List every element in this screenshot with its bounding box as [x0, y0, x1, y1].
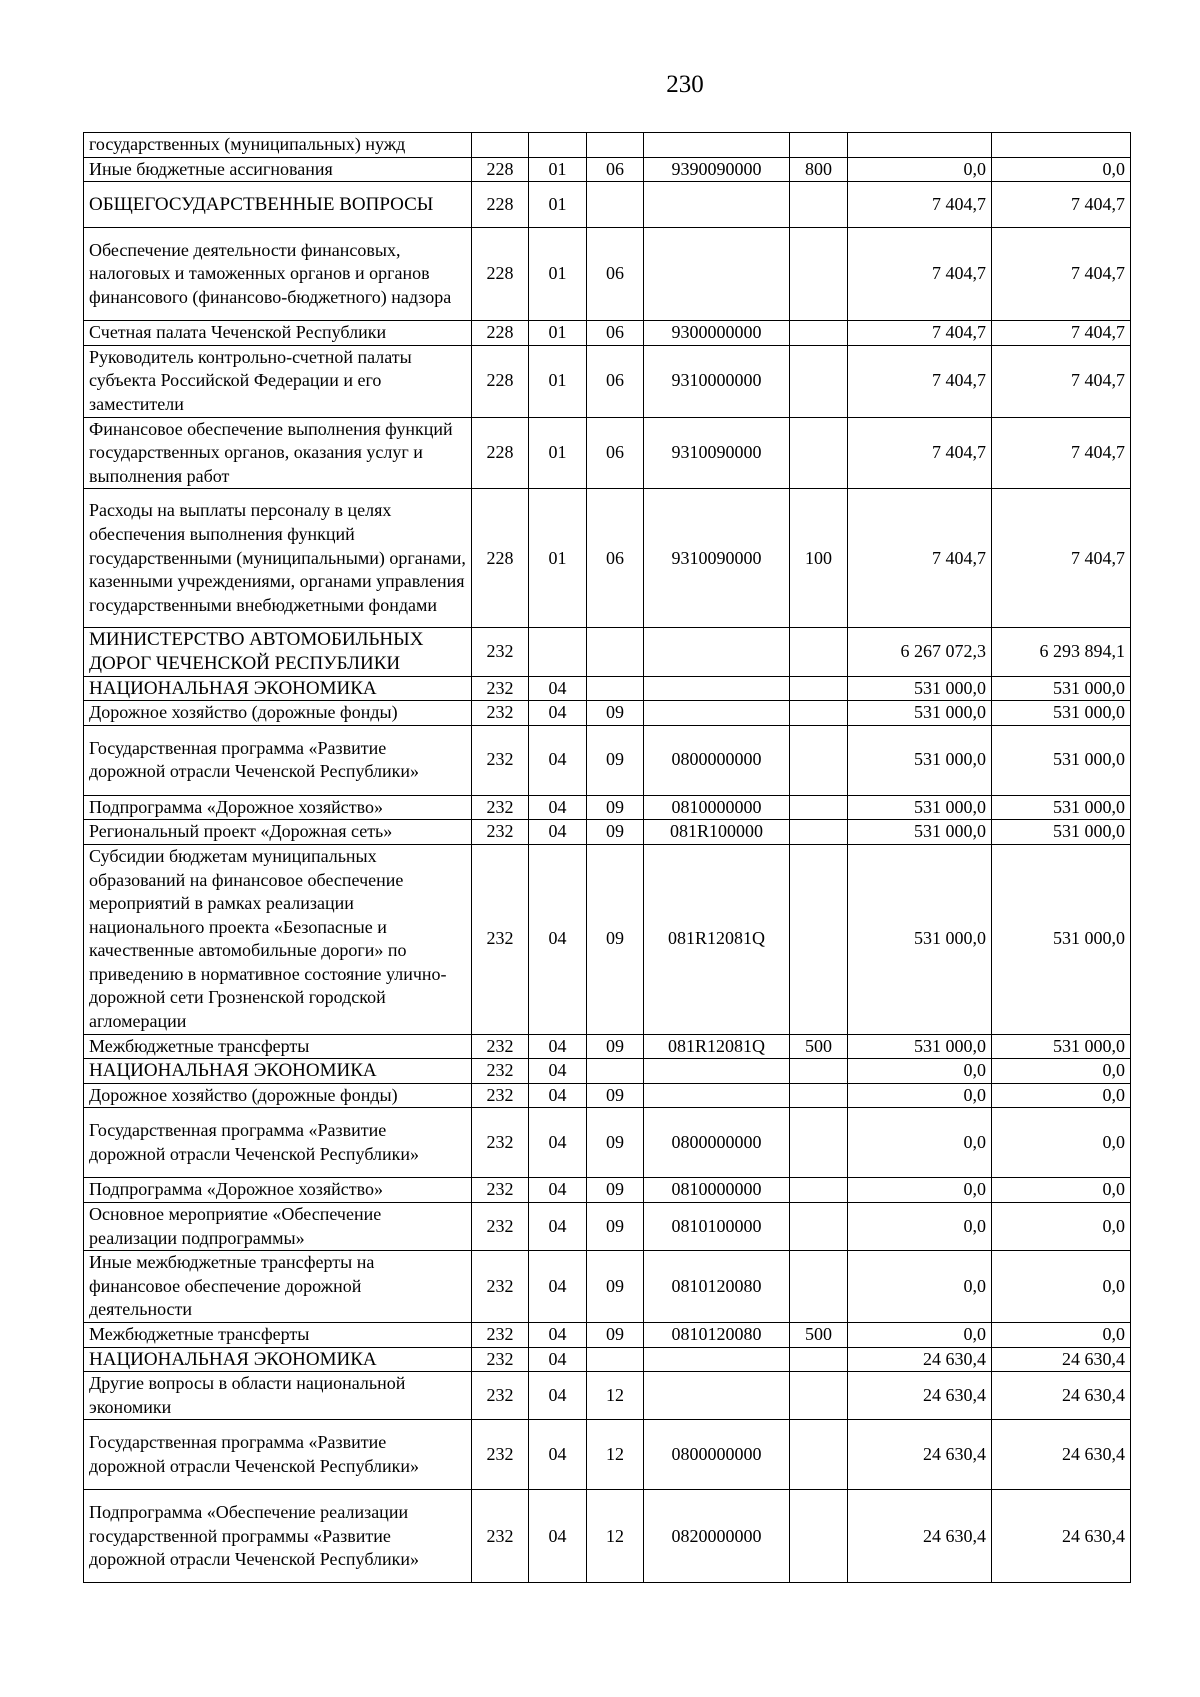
row-section-code: 04: [529, 1420, 587, 1490]
row-section-code: 04: [529, 1178, 587, 1203]
row-amount-year1: 24 630,4: [848, 1420, 992, 1490]
table-row: [84, 1251, 1131, 1323]
row-amount-year1: 0,0: [848, 1323, 992, 1348]
row-section-code: 04: [529, 844, 587, 1034]
row-ved-code: 228: [472, 417, 529, 489]
row-expense-type: [790, 1178, 848, 1203]
row-subsection-code: 09: [587, 795, 644, 820]
row-ved-code: 232: [472, 1323, 529, 1348]
row-amount-year2: 6 293 894,1: [992, 628, 1131, 676]
row-name: НАЦИОНАЛЬНАЯ ЭКОНОМИКА: [84, 1059, 472, 1084]
table-row: [84, 676, 1131, 701]
row-amount-year2: 531 000,0: [992, 676, 1131, 701]
row-section-code: [529, 628, 587, 676]
budget-table: [83, 132, 1131, 1583]
row-expense-type: [790, 820, 848, 845]
row-target-article: 9310090000: [644, 489, 790, 628]
row-section-code: [529, 133, 587, 158]
row-subsection-code: 06: [587, 345, 644, 417]
row-amount-year1: 531 000,0: [848, 820, 992, 845]
table-row: [84, 1490, 1131, 1583]
row-amount-year1: 0,0: [848, 1083, 992, 1108]
row-amount-year2: 0,0: [992, 157, 1131, 182]
table-row: [84, 345, 1131, 417]
row-target-article: 0800000000: [644, 1420, 790, 1490]
row-amount-year1: 7 404,7: [848, 228, 992, 321]
row-subsection-code: 09: [587, 1203, 644, 1251]
row-amount-year1: 531 000,0: [848, 676, 992, 701]
row-section-code: 01: [529, 157, 587, 182]
row-amount-year2: [992, 133, 1131, 158]
row-section-code: 01: [529, 417, 587, 489]
row-section-code: 04: [529, 1108, 587, 1178]
row-name: Руководитель контрольно-счетной палаты субъекта Российской Федерации и его заместители: [84, 345, 472, 417]
row-target-article: [644, 1083, 790, 1108]
row-amount-year1: 0,0: [848, 1203, 992, 1251]
row-section-code: 04: [529, 1323, 587, 1348]
row-expense-type: [790, 1251, 848, 1323]
row-amount-year2: 531 000,0: [992, 820, 1131, 845]
row-expense-type: [790, 182, 848, 228]
row-subsection-code: 12: [587, 1490, 644, 1583]
row-subsection-code: 09: [587, 820, 644, 845]
row-ved-code: 232: [472, 628, 529, 676]
row-ved-code: 232: [472, 1108, 529, 1178]
row-amount-year1: 24 630,4: [848, 1490, 992, 1583]
row-subsection-code: 09: [587, 1251, 644, 1323]
table-row: [84, 321, 1131, 346]
table-row: [84, 1108, 1131, 1178]
row-subsection-code: [587, 182, 644, 228]
row-name: Межбюджетные трансферты: [84, 1034, 472, 1059]
row-amount-year1: 7 404,7: [848, 489, 992, 628]
table-row: [84, 1034, 1131, 1059]
row-amount-year2: 531 000,0: [992, 1034, 1131, 1059]
table-row: [84, 725, 1131, 795]
row-ved-code: 232: [472, 1203, 529, 1251]
row-amount-year2: 7 404,7: [992, 489, 1131, 628]
row-name: Обеспечение деятельности финансовых, налоговых и таможенных органов и органов финансового (финансово-бюджетного) надзора: [84, 228, 472, 321]
row-subsection-code: 09: [587, 725, 644, 795]
row-amount-year2: 0,0: [992, 1108, 1131, 1178]
row-expense-type: [790, 228, 848, 321]
row-name: Расходы на выплаты персоналу в целях обеспечения выполнения функций государственными (муниципальными) органами, казенными учреждениями, органами управления государственными внебюджетными фондами: [84, 489, 472, 628]
table-row: [84, 1420, 1131, 1490]
row-expense-type: 800: [790, 157, 848, 182]
row-expense-type: [790, 844, 848, 1034]
row-expense-type: [790, 1490, 848, 1583]
row-subsection-code: 09: [587, 1108, 644, 1178]
row-subsection-code: 09: [587, 1178, 644, 1203]
row-section-code: 01: [529, 489, 587, 628]
row-ved-code: 228: [472, 157, 529, 182]
row-subsection-code: 09: [587, 844, 644, 1034]
row-subsection-code: 06: [587, 489, 644, 628]
table-row: [84, 133, 1131, 158]
row-amount-year2: 24 630,4: [992, 1347, 1131, 1372]
row-target-article: 0800000000: [644, 725, 790, 795]
row-name: Дорожное хозяйство (дорожные фонды): [84, 1083, 472, 1108]
row-expense-type: [790, 133, 848, 158]
row-ved-code: 228: [472, 182, 529, 228]
row-name: НАЦИОНАЛЬНАЯ ЭКОНОМИКА: [84, 1347, 472, 1372]
row-name: Государственная программа «Развитие дорожной отрасли Чеченской Республики»: [84, 1420, 472, 1490]
row-name: государственных (муниципальных) нужд: [84, 133, 472, 158]
row-target-article: [644, 228, 790, 321]
row-amount-year2: 24 630,4: [992, 1372, 1131, 1420]
row-amount-year2: 24 630,4: [992, 1490, 1131, 1583]
row-amount-year1: 531 000,0: [848, 701, 992, 726]
row-expense-type: [790, 1420, 848, 1490]
row-ved-code: 232: [472, 701, 529, 726]
table-row: [84, 844, 1131, 1034]
row-expense-type: [790, 321, 848, 346]
row-expense-type: [790, 725, 848, 795]
row-name: Финансовое обеспечение выполнения функций государственных органов, оказания услуг и выполнения работ: [84, 417, 472, 489]
row-subsection-code: [587, 133, 644, 158]
table-row: [84, 1372, 1131, 1420]
row-subsection-code: 06: [587, 321, 644, 346]
row-subsection-code: 09: [587, 1083, 644, 1108]
row-target-article: [644, 182, 790, 228]
row-amount-year1: 531 000,0: [848, 844, 992, 1034]
row-target-article: 9390090000: [644, 157, 790, 182]
row-name: Подпрограмма «Обеспечение реализации государственной программы «Развитие дорожной отрасли Чеченской Республики»: [84, 1490, 472, 1583]
row-section-code: 04: [529, 701, 587, 726]
row-subsection-code: 06: [587, 417, 644, 489]
row-target-article: 9300000000: [644, 321, 790, 346]
row-name: Межбюджетные трансферты: [84, 1323, 472, 1348]
row-subsection-code: 09: [587, 701, 644, 726]
row-expense-type: [790, 417, 848, 489]
page-number: 230: [666, 71, 704, 98]
row-ved-code: 232: [472, 1347, 529, 1372]
row-amount-year2: 531 000,0: [992, 701, 1131, 726]
row-ved-code: 228: [472, 489, 529, 628]
row-ved-code: 232: [472, 676, 529, 701]
row-section-code: 04: [529, 795, 587, 820]
row-amount-year2: 7 404,7: [992, 345, 1131, 417]
row-expense-type: [790, 1059, 848, 1084]
table-row: [84, 795, 1131, 820]
row-amount-year2: 24 630,4: [992, 1420, 1131, 1490]
row-name: Подпрограмма «Дорожное хозяйство»: [84, 795, 472, 820]
row-target-article: 0810000000: [644, 795, 790, 820]
row-section-code: 01: [529, 345, 587, 417]
row-expense-type: [790, 701, 848, 726]
row-target-article: 0800000000: [644, 1108, 790, 1178]
row-target-article: [644, 133, 790, 158]
row-amount-year1: 531 000,0: [848, 1034, 992, 1059]
row-amount-year2: 0,0: [992, 1323, 1131, 1348]
row-expense-type: [790, 1203, 848, 1251]
row-name: Подпрограмма «Дорожное хозяйство»: [84, 1178, 472, 1203]
row-target-article: 0810120080: [644, 1251, 790, 1323]
row-amount-year1: 0,0: [848, 157, 992, 182]
row-section-code: 04: [529, 1372, 587, 1420]
row-target-article: [644, 676, 790, 701]
row-subsection-code: 06: [587, 157, 644, 182]
table-row: [84, 1203, 1131, 1251]
row-subsection-code: [587, 676, 644, 701]
row-expense-type: [790, 1108, 848, 1178]
row-name: Иные бюджетные ассигнования: [84, 157, 472, 182]
row-target-article: 0810000000: [644, 1178, 790, 1203]
row-section-code: 04: [529, 676, 587, 701]
row-ved-code: [472, 133, 529, 158]
table-row: [84, 1059, 1131, 1084]
table-row: [84, 228, 1131, 321]
row-amount-year2: 0,0: [992, 1203, 1131, 1251]
row-target-article: 081R12081Q: [644, 1034, 790, 1059]
row-subsection-code: 09: [587, 1323, 644, 1348]
row-ved-code: 232: [472, 820, 529, 845]
row-ved-code: 228: [472, 228, 529, 321]
row-expense-type: 500: [790, 1323, 848, 1348]
row-section-code: 04: [529, 1203, 587, 1251]
row-subsection-code: [587, 628, 644, 676]
row-ved-code: 232: [472, 1059, 529, 1084]
row-amount-year1: 0,0: [848, 1178, 992, 1203]
row-amount-year2: 0,0: [992, 1251, 1131, 1323]
row-amount-year2: 7 404,7: [992, 417, 1131, 489]
table-row: [84, 182, 1131, 228]
row-amount-year1: 531 000,0: [848, 795, 992, 820]
row-name: Счетная палата Чеченской Республики: [84, 321, 472, 346]
budget-table-body: [84, 133, 1131, 1583]
row-amount-year1: 0,0: [848, 1108, 992, 1178]
table-row: [84, 489, 1131, 628]
row-section-code: 04: [529, 725, 587, 795]
row-subsection-code: [587, 1347, 644, 1372]
row-name: Государственная программа «Развитие дорожной отрасли Чеченской Республики»: [84, 1108, 472, 1178]
row-target-article: [644, 628, 790, 676]
row-section-code: 01: [529, 321, 587, 346]
row-section-code: 04: [529, 1059, 587, 1084]
row-expense-type: [790, 1372, 848, 1420]
row-name: Иные межбюджетные трансферты на финансовое обеспечение дорожной деятельности: [84, 1251, 472, 1323]
row-amount-year1: 7 404,7: [848, 417, 992, 489]
table-row: [84, 1178, 1131, 1203]
row-expense-type: [790, 1083, 848, 1108]
row-name: Дорожное хозяйство (дорожные фонды): [84, 701, 472, 726]
row-amount-year1: [848, 133, 992, 158]
table-row: [84, 701, 1131, 726]
row-ved-code: 232: [472, 1490, 529, 1583]
row-amount-year1: 7 404,7: [848, 321, 992, 346]
row-ved-code: 232: [472, 1034, 529, 1059]
row-expense-type: 500: [790, 1034, 848, 1059]
row-ved-code: 232: [472, 725, 529, 795]
row-target-article: [644, 1372, 790, 1420]
row-amount-year1: 24 630,4: [848, 1347, 992, 1372]
row-name: Региональный проект «Дорожная сеть»: [84, 820, 472, 845]
row-target-article: [644, 1347, 790, 1372]
row-name: ОБЩЕГОСУДАРСТВЕННЫЕ ВОПРОСЫ: [84, 182, 472, 228]
row-amount-year2: 0,0: [992, 1059, 1131, 1084]
row-amount-year1: 531 000,0: [848, 725, 992, 795]
table-row: [84, 1083, 1131, 1108]
row-target-article: 0810120080: [644, 1323, 790, 1348]
row-ved-code: 232: [472, 844, 529, 1034]
row-name: МИНИСТЕРСТВО АВТОМОБИЛЬНЫХ ДОРОГ ЧЕЧЕНСКОЙ РЕСПУБЛИКИ: [84, 628, 472, 676]
row-amount-year1: 6 267 072,3: [848, 628, 992, 676]
row-name: Другие вопросы в области национальной экономики: [84, 1372, 472, 1420]
row-section-code: 01: [529, 182, 587, 228]
row-target-article: 0820000000: [644, 1490, 790, 1583]
row-name: Субсидии бюджетам муниципальных образований на финансовое обеспечение мероприятий в рамках реализации национального проекта «Безопасные и качественные автомобильные дороги» по приведению в нормативное состояние улично-дорожной сети Грозненской городской агломерации: [84, 844, 472, 1034]
table-row: [84, 417, 1131, 489]
row-subsection-code: [587, 1059, 644, 1084]
row-section-code: 04: [529, 1490, 587, 1583]
row-expense-type: [790, 795, 848, 820]
row-target-article: [644, 1059, 790, 1084]
row-amount-year2: 7 404,7: [992, 321, 1131, 346]
row-amount-year2: 7 404,7: [992, 228, 1131, 321]
row-section-code: 04: [529, 1034, 587, 1059]
table-row: [84, 1323, 1131, 1348]
table-row: [84, 820, 1131, 845]
row-subsection-code: 06: [587, 228, 644, 321]
row-expense-type: [790, 1347, 848, 1372]
row-section-code: 04: [529, 1347, 587, 1372]
row-amount-year1: 0,0: [848, 1059, 992, 1084]
row-section-code: 04: [529, 1251, 587, 1323]
row-target-article: [644, 701, 790, 726]
row-amount-year2: 531 000,0: [992, 844, 1131, 1034]
row-amount-year2: 531 000,0: [992, 725, 1131, 795]
row-name: Государственная программа «Развитие дорожной отрасли Чеченской Республики»: [84, 725, 472, 795]
row-name: Основное мероприятие «Обеспечение реализации подпрограммы»: [84, 1203, 472, 1251]
row-target-article: 0810100000: [644, 1203, 790, 1251]
table-row: [84, 628, 1131, 676]
row-expense-type: [790, 676, 848, 701]
row-ved-code: 232: [472, 1372, 529, 1420]
row-ved-code: 232: [472, 795, 529, 820]
row-ved-code: 232: [472, 1251, 529, 1323]
row-target-article: 081R100000: [644, 820, 790, 845]
row-amount-year2: 0,0: [992, 1083, 1131, 1108]
row-amount-year1: 24 630,4: [848, 1372, 992, 1420]
row-amount-year2: 531 000,0: [992, 795, 1131, 820]
table-row: [84, 1347, 1131, 1372]
row-expense-type: 100: [790, 489, 848, 628]
row-section-code: 01: [529, 228, 587, 321]
row-name: НАЦИОНАЛЬНАЯ ЭКОНОМИКА: [84, 676, 472, 701]
row-target-article: 9310000000: [644, 345, 790, 417]
row-ved-code: 232: [472, 1178, 529, 1203]
row-amount-year2: 7 404,7: [992, 182, 1131, 228]
row-amount-year1: 0,0: [848, 1251, 992, 1323]
row-amount-year2: 0,0: [992, 1178, 1131, 1203]
row-expense-type: [790, 628, 848, 676]
row-section-code: 04: [529, 820, 587, 845]
row-subsection-code: 12: [587, 1420, 644, 1490]
row-ved-code: 228: [472, 345, 529, 417]
row-amount-year1: 7 404,7: [848, 182, 992, 228]
row-expense-type: [790, 345, 848, 417]
table-row: [84, 157, 1131, 182]
row-section-code: 04: [529, 1083, 587, 1108]
row-target-article: 081R12081Q: [644, 844, 790, 1034]
row-target-article: 9310090000: [644, 417, 790, 489]
row-subsection-code: 12: [587, 1372, 644, 1420]
row-subsection-code: 09: [587, 1034, 644, 1059]
row-ved-code: 232: [472, 1083, 529, 1108]
row-ved-code: 232: [472, 1420, 529, 1490]
row-ved-code: 228: [472, 321, 529, 346]
row-amount-year1: 7 404,7: [848, 345, 992, 417]
